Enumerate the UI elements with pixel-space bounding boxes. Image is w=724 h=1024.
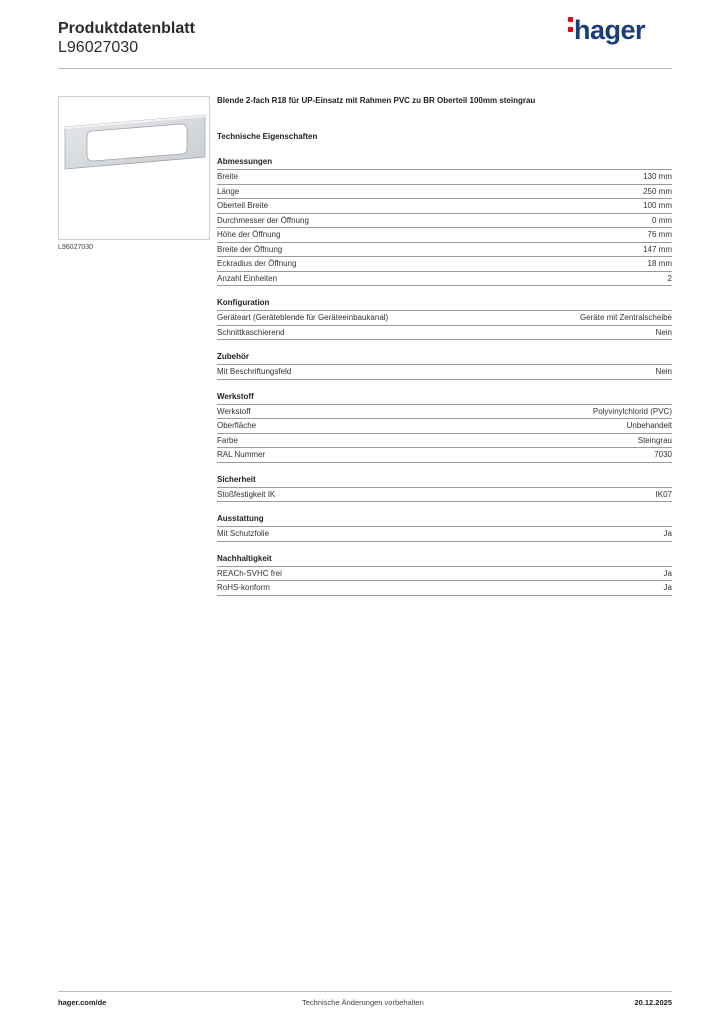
- property-value: 250 mm: [643, 186, 672, 196]
- section-abmessungen: [217, 157, 672, 286]
- property-row: [217, 581, 672, 596]
- section-heading: Zubehör: [217, 352, 672, 365]
- property-label: Oberteil Breite: [217, 201, 269, 210]
- property-row: [217, 214, 672, 229]
- property-label: Durchmesser der Öffnung: [217, 215, 309, 225]
- property-label: Farbe: [217, 435, 238, 445]
- image-caption: L96027030: [58, 244, 94, 251]
- property-label: Oberfläche: [217, 421, 257, 430]
- logo-text: hager: [574, 15, 646, 45]
- property-value: Nein: [655, 367, 672, 376]
- property-value: 130 mm: [643, 172, 672, 181]
- section-heading: Werkstoff: [217, 392, 672, 405]
- section-werkstoff: [217, 392, 672, 463]
- property-label: Mit Schutzfolie: [217, 529, 270, 538]
- product-name: Blende 2-fach R18 für UP-Einsatz mit Rahmen PVC zu BR Oberteil 100mm steingrau: [217, 96, 536, 105]
- property-value: Nein: [655, 327, 672, 337]
- footer-date: 20.12.2025: [634, 998, 672, 1007]
- property-value: 2: [667, 273, 672, 283]
- property-row: [217, 326, 672, 341]
- property-value: 0 mm: [652, 215, 672, 225]
- property-value: 76 mm: [647, 230, 672, 239]
- property-value: 7030: [654, 450, 672, 459]
- property-value: IK07: [655, 489, 672, 499]
- section-heading: Sicherheit: [217, 475, 672, 488]
- footer-website: hager.com/de: [58, 998, 107, 1007]
- property-value: 18 mm: [647, 259, 672, 268]
- property-label: Länge: [217, 186, 240, 196]
- property-row: [217, 567, 672, 582]
- technical-properties-heading: Technische Eigenschaften: [217, 132, 318, 141]
- article-number: L96027030: [58, 39, 139, 56]
- property-label: Höhe der Öffnung: [217, 230, 281, 239]
- product-details: [217, 96, 672, 608]
- property-row: [217, 488, 672, 503]
- document-title: Produktdatenblatt: [58, 20, 195, 37]
- property-row: [217, 228, 672, 243]
- product-image: [58, 96, 210, 240]
- section-heading: Konfiguration: [217, 298, 672, 311]
- header-divider: [58, 68, 672, 69]
- property-value: 147 mm: [643, 244, 672, 254]
- property-row: [217, 311, 672, 326]
- property-row: [217, 448, 672, 463]
- section-heading: Abmessungen: [217, 157, 672, 170]
- property-label: Breite der Öffnung: [217, 244, 283, 254]
- property-value: Steingrau: [637, 435, 672, 445]
- property-value: Geräte mit Zentralscheibe: [579, 313, 672, 322]
- footer-divider: [58, 991, 672, 992]
- section-ausstattung: [217, 514, 672, 542]
- section-heading: Nachhaltigkeit: [217, 554, 672, 567]
- cover-plate-icon: [59, 97, 209, 239]
- section-konfiguration: [217, 298, 672, 340]
- property-row: [217, 272, 672, 287]
- property-row: [217, 185, 672, 200]
- property-label: Schnittkaschierend: [217, 327, 285, 337]
- section-heading: Ausstattung: [217, 514, 672, 527]
- property-row: [217, 527, 672, 542]
- property-label: Stoßfestigkeit IK: [217, 489, 276, 499]
- property-value: Unbehandelt: [626, 421, 672, 430]
- section-nachhaltigkeit: [217, 554, 672, 596]
- property-row: [217, 170, 672, 185]
- property-label: Geräteart (Geräteblende für Geräteeinbaukanal): [217, 313, 389, 322]
- property-value: Ja: [663, 568, 672, 578]
- property-label: Mit Beschriftungsfeld: [217, 367, 292, 376]
- logo-dots-icon: [568, 15, 573, 35]
- property-row: [217, 257, 672, 272]
- property-label: RAL Nummer: [217, 450, 266, 459]
- property-row: [217, 419, 672, 434]
- property-row: [217, 365, 672, 380]
- footer-notice: Technische Änderungen vorbehalten: [302, 998, 424, 1007]
- property-label: Breite: [217, 172, 238, 181]
- property-label: Werkstoff: [217, 406, 251, 416]
- property-row: [217, 405, 672, 420]
- property-label: REACh-SVHC frei: [217, 568, 282, 578]
- property-row: [217, 243, 672, 258]
- property-value: Ja: [663, 529, 672, 538]
- property-label: RoHS-konform: [217, 583, 270, 592]
- hager-logo: [568, 15, 645, 46]
- section-sicherheit: [217, 475, 672, 503]
- property-value: Polyvinylchlorid (PVC): [592, 406, 672, 416]
- property-row: [217, 434, 672, 449]
- property-sections: [217, 157, 672, 596]
- property-label: Eckradius der Öffnung: [217, 259, 297, 268]
- property-row: [217, 199, 672, 214]
- section-zubeh-r: [217, 352, 672, 380]
- property-value: Ja: [663, 583, 672, 592]
- property-label: Anzahl Einheiten: [217, 273, 278, 283]
- property-value: 100 mm: [643, 201, 672, 210]
